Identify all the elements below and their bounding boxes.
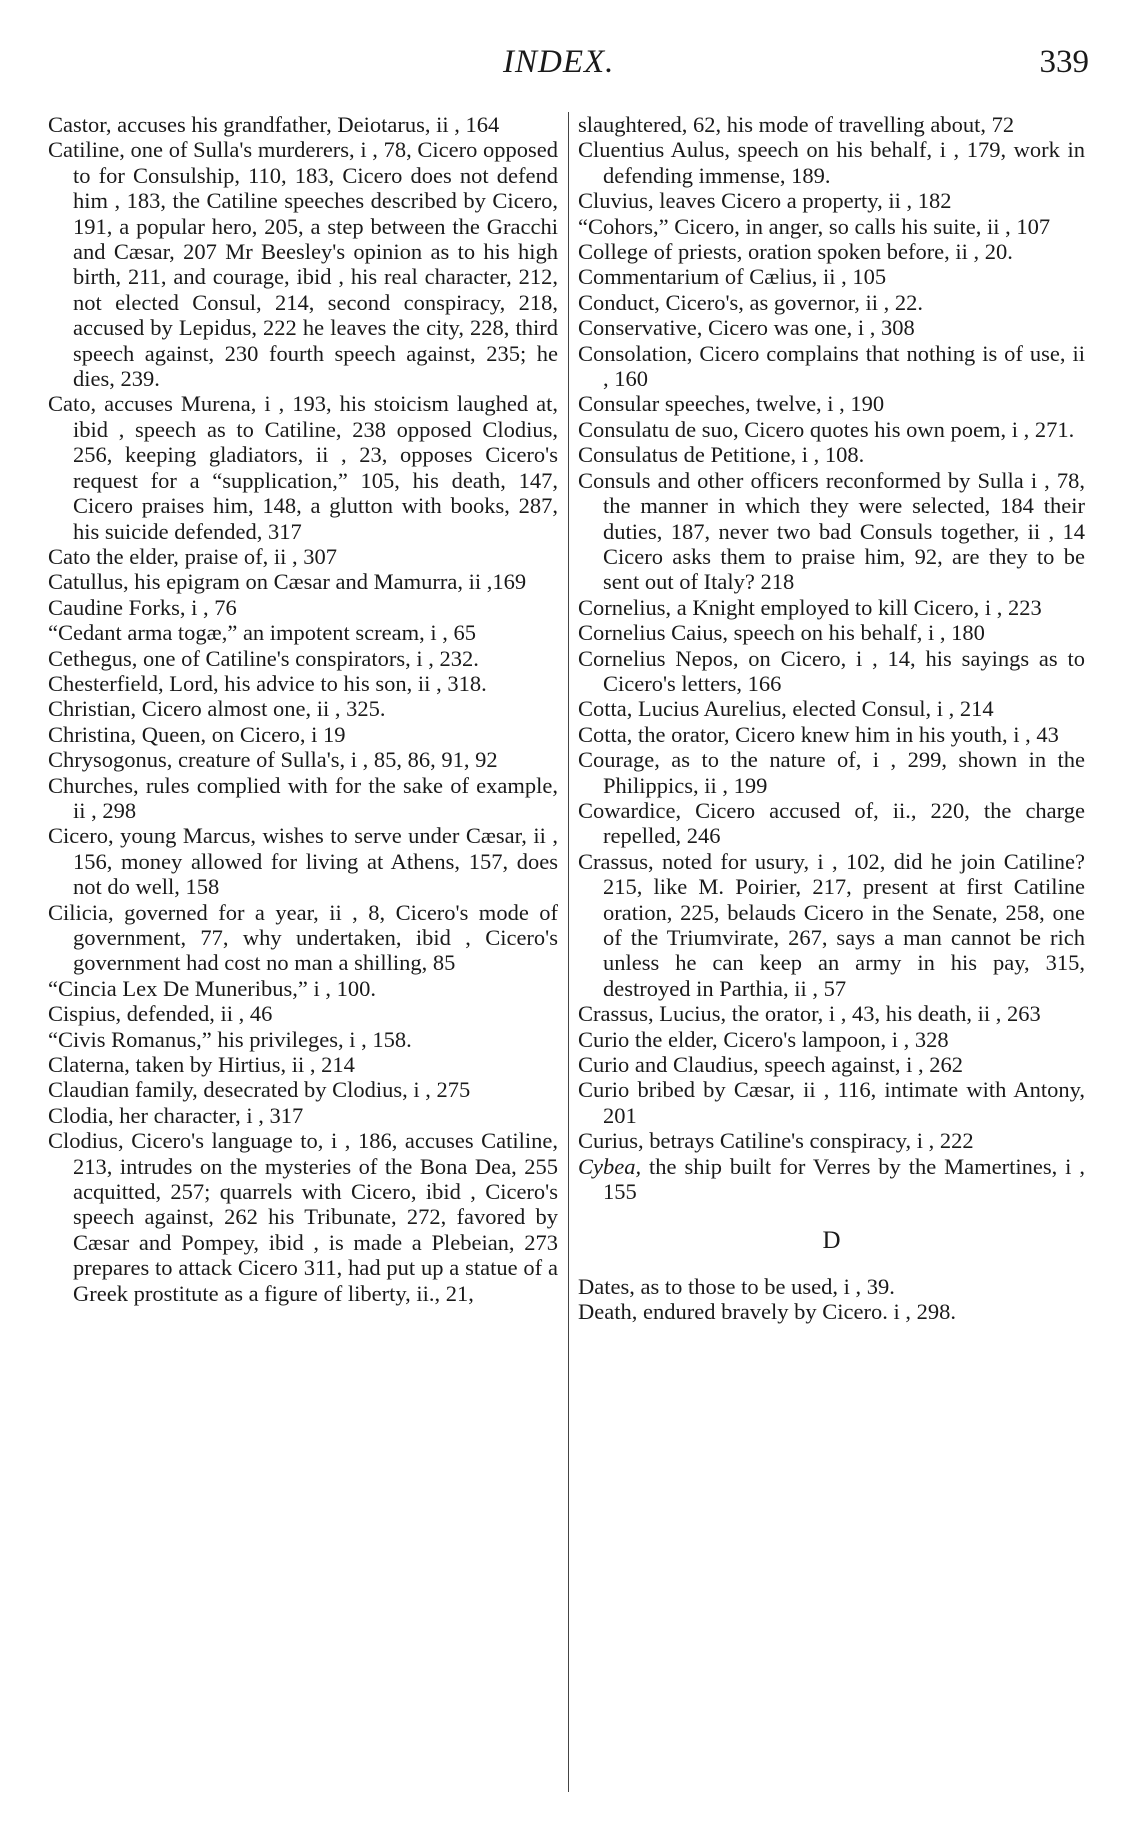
index-entry: [48, 900, 558, 976]
entry-heading: Cilicia,: [48, 899, 114, 925]
entry-heading: Chrysogonus,: [48, 747, 173, 773]
entry-references: bribed by Cæsar, ii , 116, intimate with Antony, 201: [603, 1077, 1085, 1128]
index-entry: [578, 646, 1085, 697]
entry-references: i , 100.: [307, 975, 377, 1001]
entry-heading: Curio: [578, 1077, 630, 1103]
entry-references: leaves Cicero a property, ii , 182: [653, 188, 952, 214]
entry-references: governed for a year, ii , 8, Cicero's mode of government, 77, why undertaken, ibid , Cicero's government had cost no man a shilling, 85: [73, 899, 558, 976]
index-entry: [48, 1001, 558, 1026]
entry-heading: Catullus,: [48, 569, 129, 595]
entry-heading: Cotta,: [578, 721, 633, 747]
entry-heading: Consuls and other officers: [578, 467, 819, 493]
entry-heading: Conservative,: [578, 315, 703, 341]
entry-references: speech on his behalf, i , 179, work in defending immense, 189.: [603, 137, 1085, 188]
entry-heading: Cethegus,: [48, 645, 138, 671]
index-entry: [48, 1128, 558, 1306]
entry-heading: Consulatu de suo,: [578, 416, 739, 442]
entry-references: on Cicero, i , 14, his sayings as to Cicero's letters, 166: [603, 645, 1085, 696]
page-number: 339: [1039, 44, 1089, 80]
entry-heading: Catiline,: [48, 137, 125, 163]
entry-heading: Curius,: [578, 1128, 644, 1154]
index-entry: [578, 722, 1085, 747]
entry-heading: Cornelius,: [578, 594, 672, 620]
entry-heading: Consulatus de Petitione,: [578, 442, 797, 468]
entry-references: the orator, Cicero knew him in his youth, i , 43: [632, 721, 1059, 747]
entry-references: rules complied with for the sake of example, ii , 298: [73, 772, 558, 823]
entry-heading: Crassus, Lucius,: [578, 1001, 727, 1027]
entry-references: Cicero was one, i , 308: [702, 315, 915, 341]
entry-references: praise of, ii , 307: [178, 543, 338, 569]
index-entry: [578, 214, 1085, 239]
left-column: [48, 112, 558, 1306]
index-entry: [578, 315, 1085, 340]
index-entry: [578, 1027, 1085, 1052]
index-entry: [578, 137, 1085, 188]
index-entry: [48, 646, 558, 671]
entry-heading: “Civis Romanus,”: [48, 1026, 212, 1052]
entry-references: Cicero complains that nothing is of use, ii , 160: [603, 340, 1085, 392]
index-entry: [578, 468, 1085, 595]
index-entry: [578, 112, 1085, 137]
index-entry: [578, 849, 1085, 1001]
entry-heading: Cato,: [48, 391, 97, 417]
entry-references: Queen, on Cicero, i 19: [136, 721, 346, 747]
entry-heading: Courage,: [578, 747, 660, 773]
entry-heading: College of priests,: [578, 239, 743, 265]
index-entry: [48, 595, 558, 620]
entry-heading: Commentarium of Cælius,: [578, 264, 818, 290]
index-entry: [48, 722, 558, 747]
entry-references: her character, i , 317: [113, 1102, 304, 1128]
section-d-entries: [578, 1274, 1085, 1325]
index-entry: [578, 1001, 1085, 1026]
entry-references: his epigram on Cæsar and Mamurra, ii ,169: [128, 569, 527, 595]
entry-references: a Knight employed to kill Cicero, i , 223: [671, 594, 1042, 620]
entry-references: slaughtered, 62, his mode of travelling about, 72: [578, 112, 1015, 137]
entry-references: Cicero's language to, i , 186, accuses Catiline, 213, intrudes on the mysteries of the Bona Dea, 255 acquitted, 257; quarrels with Cicero, ibid , Cicero's speech against, 262 his Tribunate, 272, favored by Cæsar and Pompey, ibid , is made a Plebeian, 273 prepares to attack Cicero 311, had put up a statue of a Greek prostitute as a figure of liberty, ii., 21,: [73, 1128, 558, 1306]
entry-heading: Cispius,: [48, 1001, 122, 1027]
entry-heading: Christina,: [48, 721, 137, 747]
entry-references: Cicero quotes his own poem, i , 271.: [738, 416, 1075, 442]
entry-references: accuses Murena, i , 193, his stoicism laughed at, ibid , speech as to Catiline, 238 opposed Clodius, 256, keeping gladiators, ii , 23, opposes Cicero's request for a “supplication,” 105, his death, 147, Cicero praises him, 148, a glutton with books, 287, his suicide defended, 317: [73, 391, 558, 544]
entry-references: twelve, i , 190: [750, 391, 885, 417]
entry-references: his privileges, i , 158.: [211, 1026, 412, 1052]
index-entry: [48, 773, 558, 824]
index-entry: [578, 290, 1085, 315]
entry-heading: Churches,: [48, 772, 139, 798]
index-entry: [48, 620, 558, 645]
entry-heading: Christian,: [48, 696, 137, 722]
entry-references: i , 76: [185, 594, 237, 620]
entry-heading: Claterna,: [48, 1052, 130, 1078]
entry-references: his advice to his son, ii , 318.: [218, 670, 487, 696]
entry-heading: Cotta, Lucius Aurelius,: [578, 696, 787, 722]
page-title: INDEX.: [503, 44, 615, 80]
entry-heading: Cluentius Aulus,: [578, 137, 730, 163]
entry-references: taken by Hirtius, ii , 214: [129, 1052, 355, 1078]
entry-heading: Cornelius Nepos,: [578, 645, 739, 671]
entry-heading: Chesterfield, Lord,: [48, 670, 219, 696]
entry-heading: Cicero,: [48, 823, 114, 849]
entry-references: one of Sulla's murderers, i , 78, Cicero opposed to for Consulship, 110, 183, Cicero does not defend him , 183, the Catiline speeches described by Cicero, 191, a popular hero, 205, a step between the Gracchi and Cæsar, 207 Mr Beesley's opinion as to his high birth, 211, and courage, ibid , his real character, 212, not elected Consul, 214, second conspiracy, 218, accused by Lepidus, 222 he leaves the city, 228, third speech against, 230 fourth speech against, 235; he dies, 239.: [73, 137, 558, 392]
entry-references: speech on his behalf, i , 180: [728, 620, 985, 646]
entry-heading: Dates,: [578, 1273, 635, 1299]
entry-references: Cicero's, as governor, ii , 22.: [659, 289, 923, 315]
index-entry: [48, 1027, 558, 1052]
entry-heading: Curio and Claudius,: [578, 1052, 759, 1078]
entry-references: defended, ii , 46: [121, 1001, 273, 1027]
index-entry: [578, 620, 1085, 645]
index-entry: [48, 696, 558, 721]
index-entry: [48, 1077, 558, 1102]
index-entry: [578, 264, 1085, 289]
entry-references: Cicero accused of, ii., 220, the charge repelled, 246: [603, 797, 1085, 849]
entry-heading: Claudian family,: [48, 1077, 198, 1103]
index-entry: [578, 341, 1085, 392]
entry-references: elected Consul, i , 214: [786, 696, 994, 722]
entry-references: i , 108.: [796, 442, 865, 468]
entry-heading: Clodius,: [48, 1128, 124, 1154]
index-entry: [578, 1052, 1085, 1077]
entry-references: the ship built for Verres by the Mamertines, i , 155: [603, 1153, 1085, 1205]
entry-references: Cicero's lampoon, i , 328: [717, 1026, 949, 1052]
index-entry: [578, 188, 1085, 213]
index-entry: [578, 417, 1085, 442]
entry-references: Cicero almost one, ii , 325.: [136, 696, 386, 722]
index-entry: [48, 391, 558, 543]
index-entry: [48, 671, 558, 696]
index-entry: [578, 1274, 1085, 1299]
entry-references: endured bravely by Cicero. i , 298.: [637, 1299, 957, 1325]
entry-heading: Consolation,: [578, 340, 693, 366]
entry-references: speech against, i , 262: [758, 1052, 963, 1078]
entry-references: as to those to be used, i , 39.: [634, 1273, 895, 1299]
entry-references: the orator, i , 43, his death, ii , 263: [726, 1001, 1041, 1027]
running-header: [0, 38, 1139, 88]
index-entry: [578, 595, 1085, 620]
entry-heading: Cato the elder,: [48, 543, 179, 569]
entry-references: an impotent scream, i , 65: [237, 620, 477, 646]
index-entry: [48, 976, 558, 1001]
index-entry: [48, 823, 558, 899]
index-entry: [48, 747, 558, 772]
entry-references: one of Catiline's conspirators, i , 232.: [137, 645, 479, 671]
entry-references: betrays Catiline's conspiracy, i , 222: [643, 1128, 974, 1154]
entry-references: oration spoken before, ii , 20.: [742, 239, 1013, 265]
entry-references: desecrated by Clodius, i , 275: [197, 1077, 471, 1103]
entry-heading: Cowardice,: [578, 797, 682, 823]
entry-references: Cicero, in anger, so calls his suite, ii , 107: [668, 213, 1051, 239]
index-entry: [48, 112, 558, 137]
entry-references: creature of Sulla's, i , 85, 86, 91, 92: [172, 747, 498, 773]
index-entry: [48, 569, 558, 594]
entry-heading: “Cincia Lex De Muneribus,”: [48, 975, 308, 1001]
index-entry: [48, 544, 558, 569]
index-entry: [48, 1052, 558, 1077]
entry-references: as to the nature of, i , 299, shown in the Philippics, ii , 199: [603, 747, 1085, 798]
entry-heading: Consular speeches,: [578, 391, 751, 417]
index-entry: [578, 1299, 1085, 1324]
index-entry: [48, 137, 558, 391]
section-letter-d: D: [822, 1227, 841, 1255]
column-divider: [568, 112, 569, 1792]
entry-heading: Curio the elder,: [578, 1026, 718, 1052]
entry-heading: Castor,: [48, 112, 112, 137]
entry-references: young Marcus, wishes to serve under Cæsar, ii , 156, money allowed for living at Athens, 157, does not do well, 158: [73, 823, 558, 900]
entry-heading: Cybea,: [578, 1153, 642, 1179]
index-entry: [578, 391, 1085, 416]
entry-heading: Clodia,: [48, 1102, 114, 1128]
index-entry: [578, 696, 1085, 721]
index-entry: [578, 1128, 1085, 1153]
right-column-entries: [578, 112, 1085, 1204]
index-entry: [578, 1077, 1085, 1128]
index-entry: [578, 798, 1085, 849]
entry-heading: “Cohors,”: [578, 213, 669, 239]
entry-references: accuses his grandfather, Deiotarus, ii , 164: [111, 112, 500, 137]
entry-heading: Cluvius,: [578, 188, 654, 214]
entry-heading: Death,: [578, 1299, 638, 1325]
index-entry: [578, 442, 1085, 467]
entry-heading: “Cedant arma togæ,”: [48, 620, 238, 646]
entry-references: ii , 105: [817, 264, 887, 290]
index-entry: [48, 1103, 558, 1128]
entry-heading: Cornelius Caius,: [578, 620, 728, 646]
entry-references: reconformed by Sulla i , 78, the manner in which they were selected, 184 their duties, 187, never two bad Consuls together, ii , 14 Cicero asks them to praise him, 92, are they to be sent out of Italy? 218: [603, 467, 1085, 595]
entry-references: noted for usury, i , 102, did he join Catiline? 215, like M. Poirier, 217, present at first Catiline oration, 225, belauds Cicero in the Senate, 258, one of the Triumvirate, 267, says a man cannot be rich unless he can keep an army in his pay, 315, destroyed in Parthia, ii , 57: [603, 848, 1085, 1001]
right-column: [578, 112, 1085, 1325]
entry-heading: Caudine Forks,: [48, 594, 186, 620]
index-entry: [578, 747, 1085, 798]
index-entry: [578, 239, 1085, 264]
entry-heading: Crassus,: [578, 848, 654, 874]
index-entry: [578, 1154, 1085, 1205]
entry-heading: Conduct,: [578, 289, 660, 315]
